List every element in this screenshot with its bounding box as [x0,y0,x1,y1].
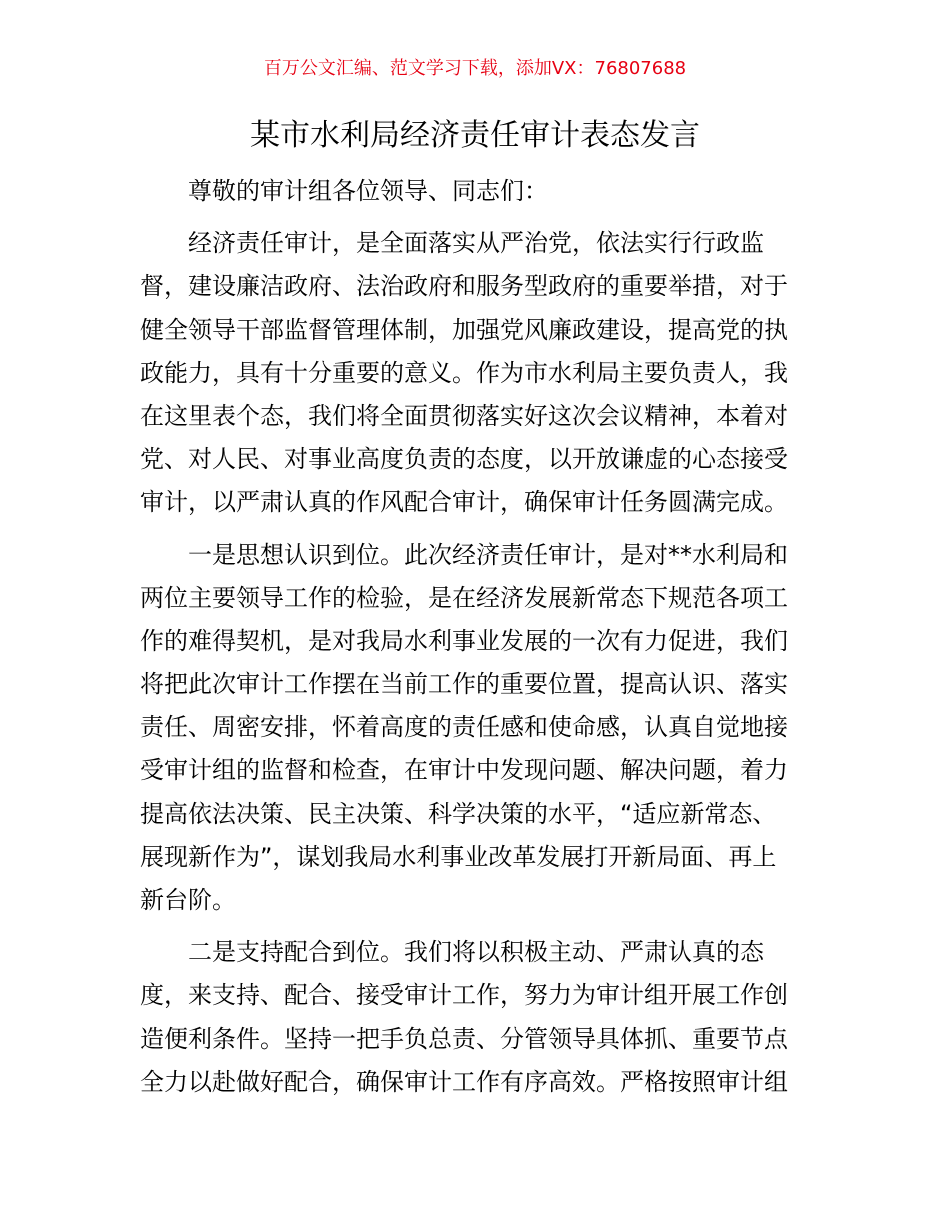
paragraph-line: 督，建设廉洁政府、法治政府和服务型政府的重要举措，对于 [140,272,788,301]
paragraph-line: 全力以赴做好配合，确保审计工作有序高效。严格按照审计组 [140,1067,788,1096]
paragraph-line: 将把此次审计工作摆在当前工作的重要位置，提高认识、落实 [140,670,788,699]
paragraph-line: 受审计组的监督和检查，在审计中发现问题、解决问题，着力 [140,756,788,785]
paragraph-line: 二是支持配合到位。我们将以积极主动、严肃认真的态 [188,938,764,967]
paragraph-line: 在这里表个态，我们将全面贯彻落实好这次会议精神，本着对 [140,401,788,430]
paragraph-line: 度，来支持、配合、接受审计工作，努力为审计组开展工作创 [140,981,788,1010]
paragraph-line: 党、对人民、对事业高度负责的态度，以开放谦虚的心态接受 [140,445,788,474]
paragraph-line: 展现新作为”，谋划我局水利事业改革发展打开新局面、再上 [140,842,777,871]
paragraph-line: 健全领导干部监督管理体制，加强党风廉政建设，提高党的执 [140,315,788,344]
paragraph-line: 提高依法决策、民主决策、科学决策的水平，“适应新常态、 [140,799,777,828]
document-body [140,170,812,1104]
paragraph-line: 两位主要领导工作的检验，是在经济发展新常态下规范各项工 [140,583,788,612]
paragraph-line: 政能力，具有十分重要的意义。作为市水利局主要负责人，我 [140,358,788,387]
document-title: 某市水利局经济责任审计表态发言 [250,118,700,153]
salutation: 尊敬的审计组各位领导、同志们： [188,177,548,205]
paragraph-line: 一是思想认识到位。此次经济责任审计，是对**水利局和 [188,540,788,569]
header-watermark-note: 百万公文汇编、范文学习下载，添加VX：76807688 [263,58,687,79]
paragraph-line: 经济责任审计，是全面落实从严治党，依法实行行政监 [188,229,764,258]
paragraph-2 [140,534,812,923]
paragraph-line: 审计，以严肃认真的作风配合审计，确保审计任务圆满完成。 [140,488,788,517]
paragraph-line: 造便利条件。坚持一把手负总责、分管领导具体抓、重要节点 [140,1024,788,1053]
paragraph-1 [140,222,812,524]
paragraph-3 [140,931,812,1104]
paragraph-line: 新台阶。 [140,886,236,914]
paragraph-line: 责任、周密安排，怀着高度的责任感和使命感，认真自觉地接 [140,713,788,742]
paragraph-line: 作的难得契机，是对我局水利事业发展的一次有力促进，我们 [140,626,788,655]
